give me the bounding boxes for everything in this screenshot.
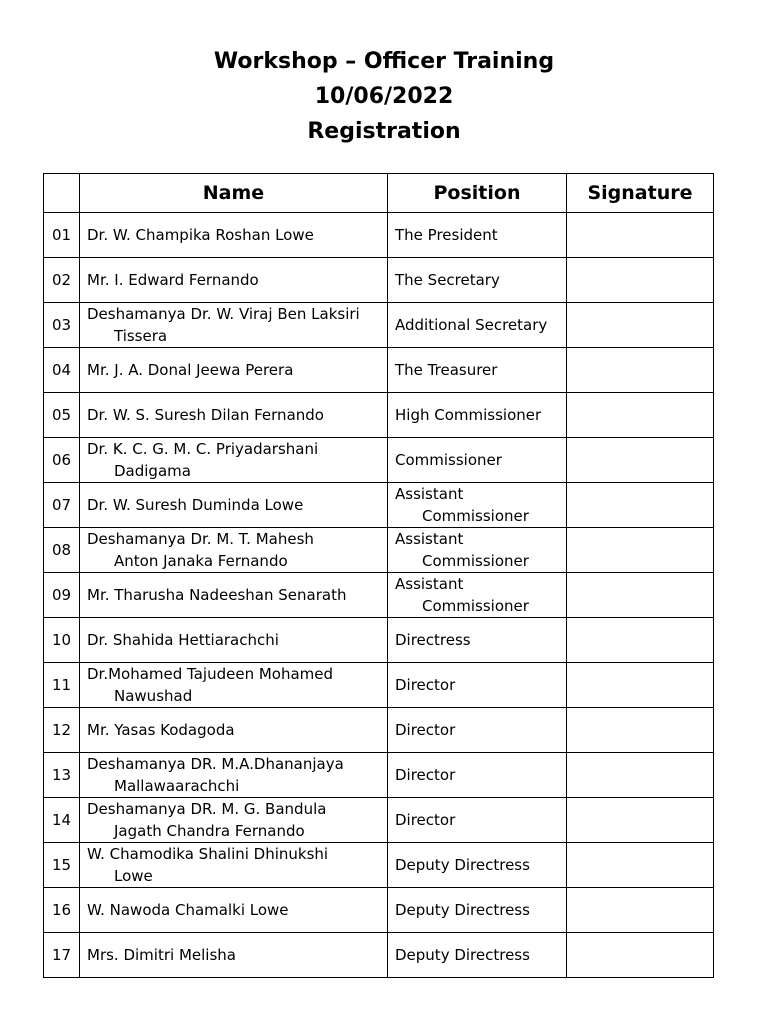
signature-cell [567, 438, 714, 483]
table-row [44, 843, 714, 888]
registration-table [43, 173, 714, 978]
signature-cell [567, 303, 714, 348]
table-row [44, 213, 714, 258]
name-cell [80, 618, 388, 663]
name-line: Tissera [114, 327, 168, 345]
row-number: 08 [44, 528, 80, 573]
table-row [44, 888, 714, 933]
position-line: Assistant [395, 485, 464, 503]
position-line: Director [395, 766, 456, 784]
signature-cell [567, 213, 714, 258]
row-number: 03 [44, 303, 80, 348]
table-row [44, 798, 714, 843]
name-cell [80, 708, 388, 753]
name-line: Anton Janaka Fernando [114, 552, 288, 570]
name-line: Mrs. Dimitri Melisha [87, 946, 236, 964]
name-cell [80, 483, 388, 528]
table-row [44, 663, 714, 708]
row-number: 17 [44, 933, 80, 978]
position-line: Commissioner [422, 597, 529, 615]
signature-cell [567, 528, 714, 573]
position-line: Deputy Directress [395, 901, 530, 919]
signature-cell [567, 258, 714, 303]
table-row [44, 348, 714, 393]
name-cell [80, 393, 388, 438]
row-number: 05 [44, 393, 80, 438]
name-line: Dr. W. S. Suresh Dilan Fernando [87, 406, 324, 424]
name-cell [80, 798, 388, 843]
name-line: Jagath Chandra Fernando [114, 822, 305, 840]
name-cell [80, 258, 388, 303]
table-row [44, 393, 714, 438]
signature-cell [567, 618, 714, 663]
name-line: Deshamanya DR. M.A.Dhananjaya [87, 755, 344, 773]
table-header-row [44, 174, 714, 213]
position-line: The President [395, 226, 498, 244]
table-row [44, 303, 714, 348]
position-line: Additional Secretary [395, 316, 548, 334]
row-number: 07 [44, 483, 80, 528]
row-number: 04 [44, 348, 80, 393]
name-line: Dr. W. Champika Roshan Lowe [87, 226, 314, 244]
position-cell [388, 348, 567, 393]
signature-cell [567, 798, 714, 843]
column-header-position: Position [388, 174, 567, 213]
table-row [44, 258, 714, 303]
name-line: Nawushad [114, 687, 193, 705]
position-line: Assistant [395, 530, 464, 548]
signature-cell [567, 888, 714, 933]
name-line: Deshamanya Dr. M. T. Mahesh [87, 530, 314, 548]
row-number: 12 [44, 708, 80, 753]
name-cell [80, 753, 388, 798]
name-line: Deshamanya DR. M. G. Bandula [87, 800, 327, 818]
table-row [44, 438, 714, 483]
name-line: W. Chamodika Shalini Dhinukshi [87, 845, 329, 863]
position-line: Director [395, 721, 456, 739]
position-cell [388, 888, 567, 933]
name-line: Dr.Mohamed Tajudeen Mohamed [87, 665, 334, 683]
name-cell [80, 528, 388, 573]
position-line: Deputy Directress [395, 856, 530, 874]
column-header-signature: Signature [567, 174, 714, 213]
row-number: 15 [44, 843, 80, 888]
position-cell [388, 708, 567, 753]
row-number: 13 [44, 753, 80, 798]
name-line: Dr. W. Suresh Duminda Lowe [87, 496, 304, 514]
signature-cell [567, 933, 714, 978]
position-line: Commissioner [395, 451, 502, 469]
table-row [44, 753, 714, 798]
row-number: 02 [44, 258, 80, 303]
name-line: Lowe [114, 867, 153, 885]
position-cell [388, 213, 567, 258]
position-line: Deputy Directress [395, 946, 530, 964]
position-cell [388, 843, 567, 888]
table-row [44, 618, 714, 663]
signature-cell [567, 483, 714, 528]
position-line: Director [395, 676, 456, 694]
position-cell [388, 753, 567, 798]
table-row [44, 708, 714, 753]
name-line: W. Nawoda Chamalki Lowe [87, 901, 289, 919]
table-row [44, 933, 714, 978]
row-number: 06 [44, 438, 80, 483]
table-row [44, 483, 714, 528]
position-line: Director [395, 811, 456, 829]
signature-cell [567, 573, 714, 618]
position-line: Commissioner [422, 507, 529, 525]
name-line: Deshamanya Dr. W. Viraj Ben Laksiri [87, 305, 360, 323]
position-cell [388, 933, 567, 978]
signature-cell [567, 753, 714, 798]
name-cell [80, 843, 388, 888]
document-subtitle: Registration [307, 119, 461, 144]
position-line: Directress [395, 631, 471, 649]
row-number: 14 [44, 798, 80, 843]
row-number: 10 [44, 618, 80, 663]
name-cell [80, 348, 388, 393]
name-line: Dr. K. C. G. M. C. Priyadarshani [87, 440, 319, 458]
table-row [44, 528, 714, 573]
column-header-name: Name [80, 174, 388, 213]
table-body [44, 213, 714, 978]
name-line: Mr. Yasas Kodagoda [87, 721, 235, 739]
position-line: The Secretary [395, 271, 500, 289]
name-cell [80, 663, 388, 708]
position-cell [388, 258, 567, 303]
row-number: 09 [44, 573, 80, 618]
position-line: High Commissioner [395, 406, 542, 424]
position-cell [388, 663, 567, 708]
signature-cell [567, 393, 714, 438]
name-line: Mr. I. Edward Fernando [87, 271, 259, 289]
document-title: Workshop – Officer Training [213, 49, 555, 74]
name-line: Dr. Shahida Hettiarachchi [87, 631, 279, 649]
document-header [0, 44, 768, 149]
position-cell [388, 573, 567, 618]
position-cell [388, 528, 567, 573]
row-number: 01 [44, 213, 80, 258]
signature-cell [567, 708, 714, 753]
column-header-number [44, 174, 80, 213]
name-line: Mr. J. A. Donal Jeewa Perera [87, 361, 294, 379]
signature-cell [567, 663, 714, 708]
row-number: 16 [44, 888, 80, 933]
position-cell [388, 303, 567, 348]
name-cell [80, 438, 388, 483]
signature-cell [567, 348, 714, 393]
position-cell [388, 438, 567, 483]
position-line: The Treasurer [395, 361, 498, 379]
position-line: Commissioner [422, 552, 529, 570]
position-cell [388, 483, 567, 528]
name-cell [80, 213, 388, 258]
name-cell [80, 573, 388, 618]
name-cell [80, 303, 388, 348]
name-line: Mr. Tharusha Nadeeshan Senarath [87, 586, 347, 604]
name-line: Mallawaarachchi [114, 777, 240, 795]
position-cell [388, 618, 567, 663]
position-line: Assistant [395, 575, 464, 593]
name-cell [80, 933, 388, 978]
position-cell [388, 798, 567, 843]
table-row [44, 573, 714, 618]
name-cell [80, 888, 388, 933]
position-cell [388, 393, 567, 438]
name-line: Dadigama [114, 462, 191, 480]
row-number: 11 [44, 663, 80, 708]
signature-cell [567, 843, 714, 888]
document-date: 10/06/2022 [314, 84, 454, 109]
